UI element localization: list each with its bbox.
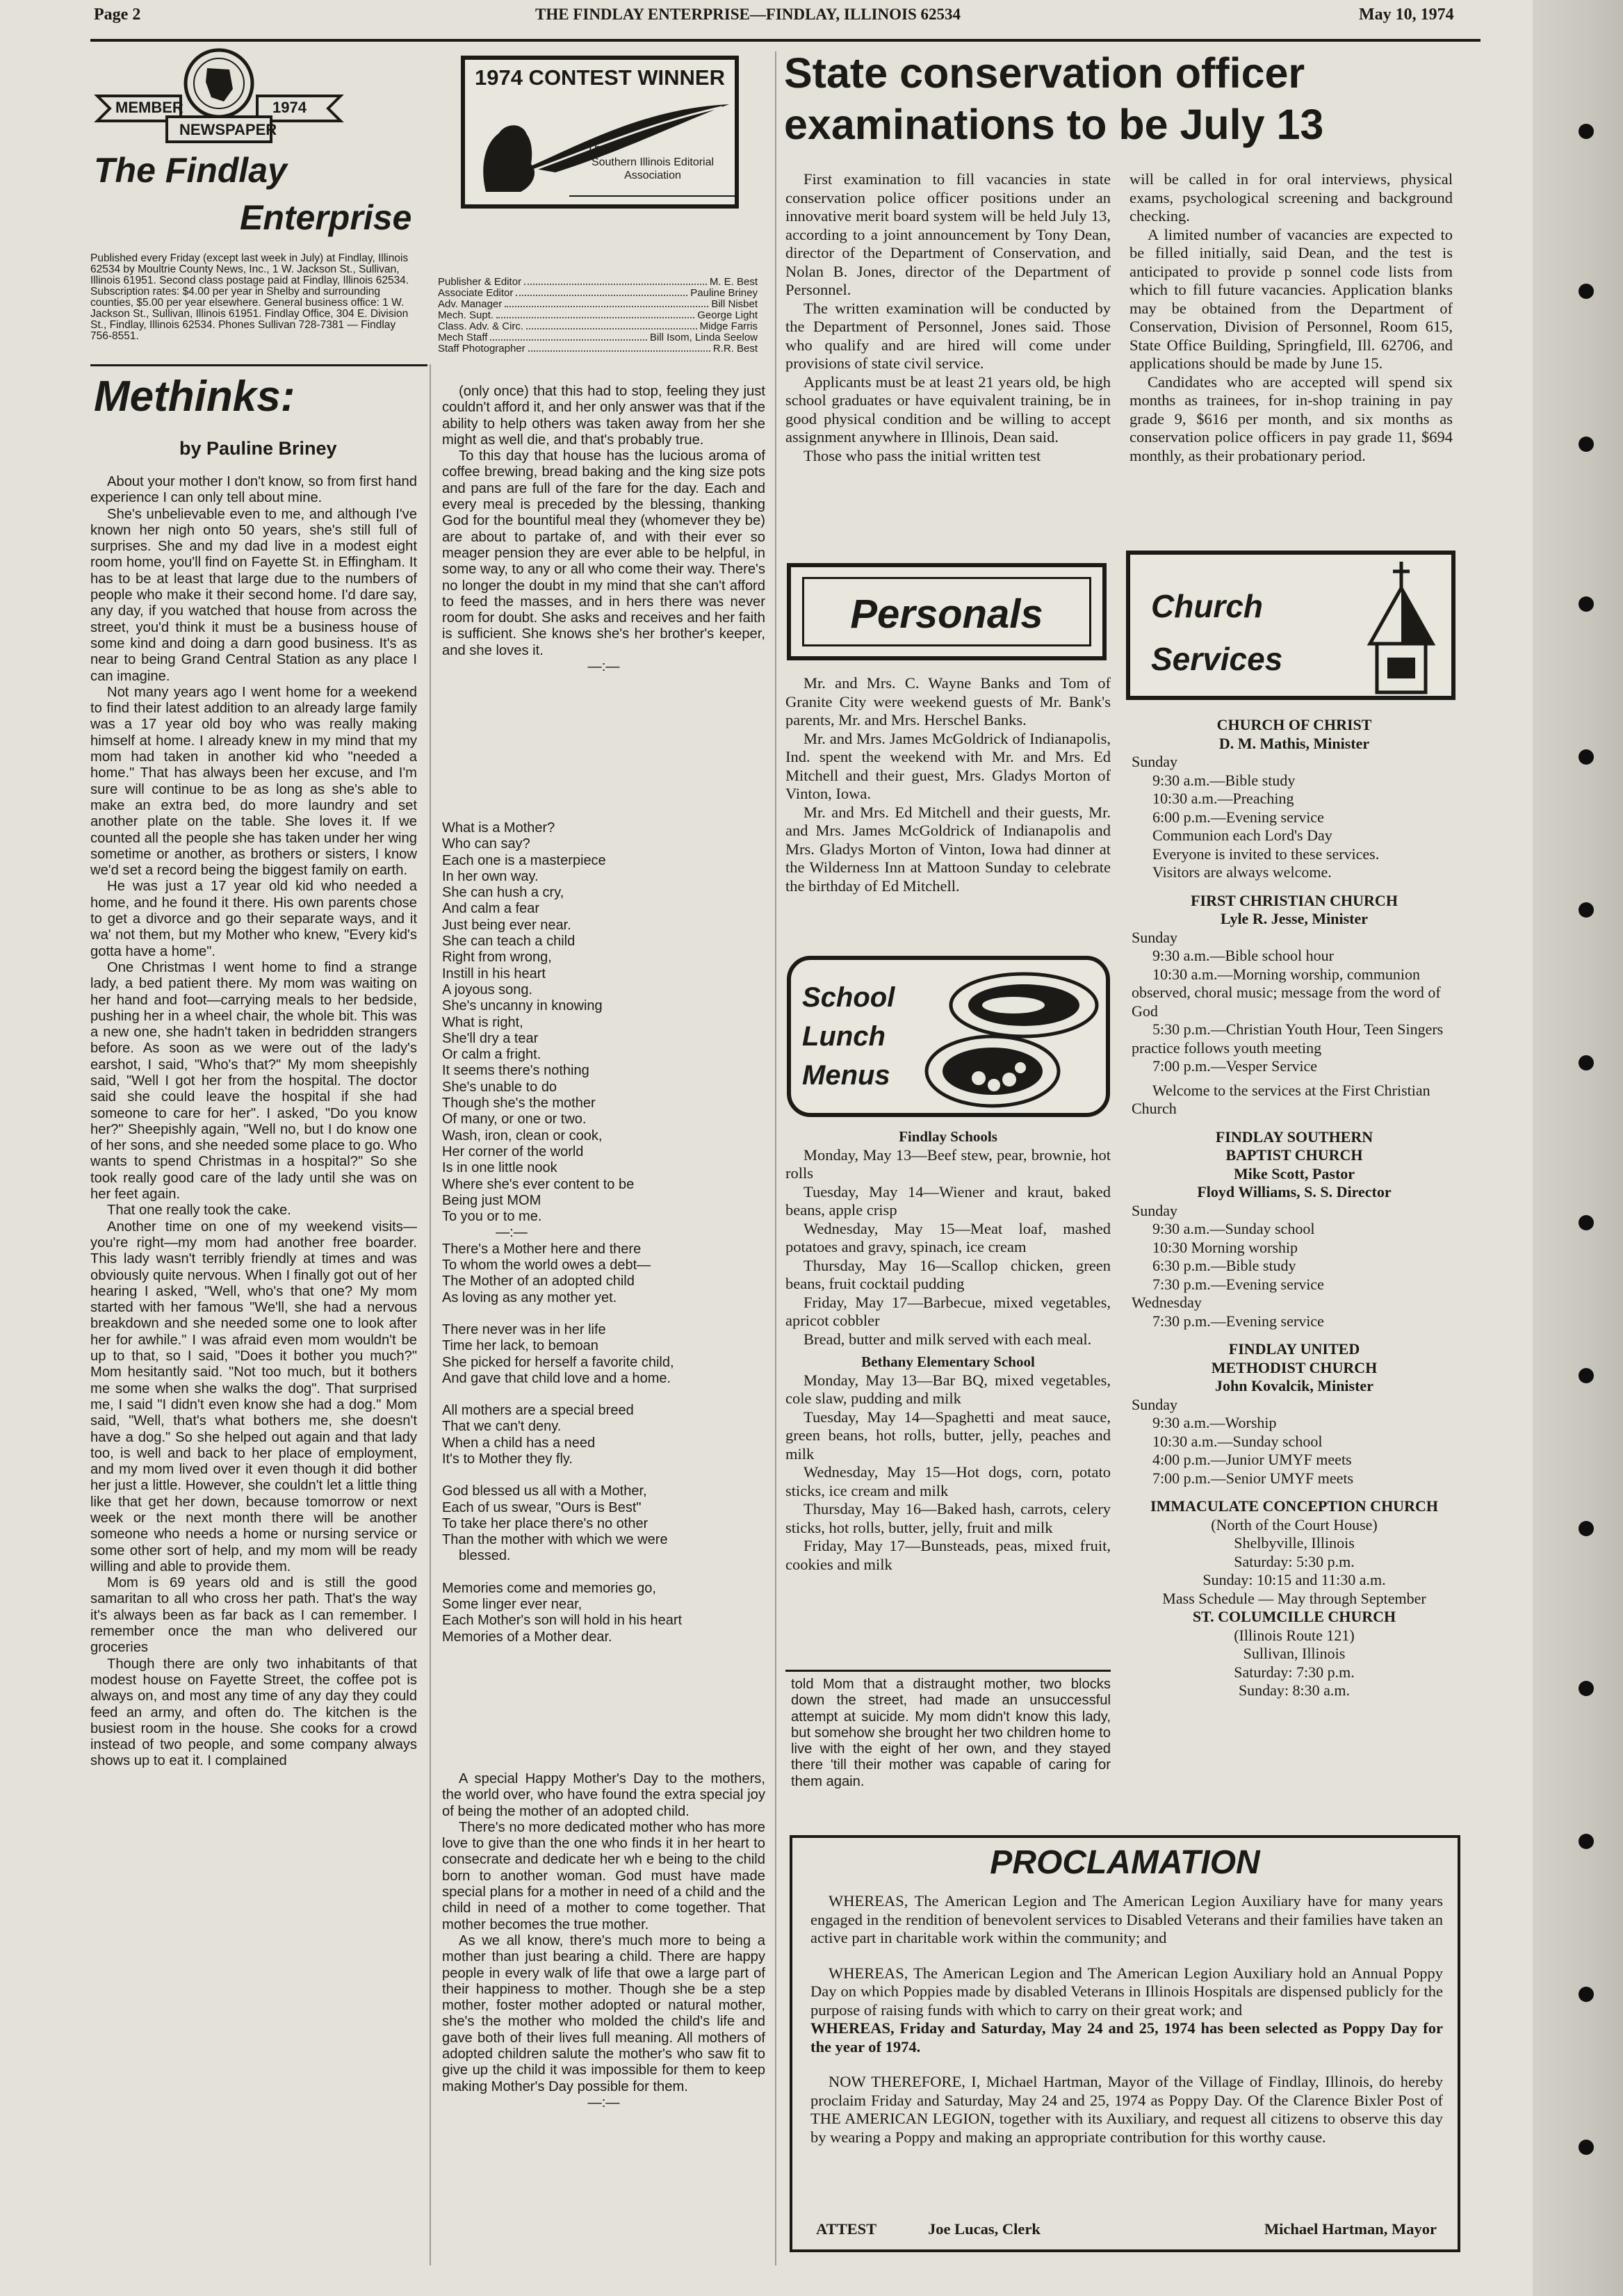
contest-title: 1974 CONTEST WINNER xyxy=(474,65,725,90)
top-rule xyxy=(90,39,1481,42)
menu-item: Monday, May 13—Bar BQ, mixed vegetables, cole slaw, pudding and milk xyxy=(785,1371,1111,1407)
issue-date: May 10, 1974 xyxy=(1359,6,1454,24)
attest-label: ATTEST xyxy=(816,2220,877,2238)
punch-hole xyxy=(1579,596,1594,612)
paragraph: The written examination will be conducted by the Department of Personnel, Jones said. Those who qualify and are hired will come under provisions of state civil service. xyxy=(785,299,1111,372)
lunch-body xyxy=(785,1127,1111,1574)
paragraph: Those who pass the initial written test xyxy=(804,446,1041,464)
staff-row: Publisher & Editor M. E. Best xyxy=(438,277,758,288)
personal-item: Mr. and Mrs. James McGoldrick of Indianapolis, Ind. spent the weekend with Mr. and Mrs. Ed Mitchell and their guest, Mrs. Gladys Morton of Vinton, Iowa. xyxy=(785,729,1111,802)
mother-poem: What is a Mother? Who can say? Each one is a masterpiece In her own way. She can hush a cry, And calm a fear Just being ever near. She can teach a child Right from wrong, Instill in his heart A joyous song. She's uncanny in knowing What is right, She'll dry a tear Or calm a fright. It seems there's nothing She's unable to do Though she's the mother Of many, or one or two. Wash, iron, clean or cook, Her corner of the world Is in one little nook Where she's ever content to be Being just MOM To you or to me. —:— There's a Mother here and there To whom the world owes a debt— The Mother of an adopted child As loving as any mother yet. There never was in her life Time her lack, to bemoan She picked for herself a favorite child, And gave that child love and a home. All mothers are a special breed That we can't deny. When a child has a need It's to Mother they fly. God blessed us all with a Mother, Each of us swear, "Ours is Best" To take her place there's no other Than the mother with which we were blessed. Memories come and memories go, Some linger ever near, Each Mother's son will hold in his heart Memories of a Mother dear. xyxy=(442,820,683,1645)
paragraph: (only once) that this had to stop, feeling they just couldn't afford it, and her only answer was that if the ability to help others was taken away from her she might as well die, and that's probably true. xyxy=(442,384,765,448)
punch-hole xyxy=(1579,1368,1594,1383)
church-name: IMMACULATE CONCEPTION CHURCH xyxy=(1150,1497,1438,1515)
personals-header-box xyxy=(787,563,1107,660)
paragraph: A limited number of vacancies are expected to be filled initially, said Dean, and the test is anticipated to provide p sonnel code lists from which to fill future vacancies. Application blanks may be obtained from the Department of Conservation, Division of Personnel, Room 615, State Office Building, Springfield, Ill. 62706, and applications should be made by June 15. xyxy=(1129,225,1453,372)
menu-item: Wednesday, May 15—Hot dogs, corn, potato sticks, ice cream and milk xyxy=(785,1463,1111,1499)
church-name: BAPTIST CHURCH xyxy=(1225,1146,1363,1164)
paragraph: Though there are only two inhabitants of that modest house on Fayette Street, the coffee pot is always on, and most any time of any day they could feed an army, and often do. The kitchen is the busiest room in the house. She cooks for a crowd instead of two people, and some company always shows up to eat it. I complained xyxy=(90,1656,417,1769)
paragraph: One Christmas I went home to find a strange lady, a bed patient there. My mom was waiting on her hand and foot—carrying meals to her bedside, pushing her in a wheel chair, the whole bit. This was a new one, she hadn't taken in bedridden strangers before. As soon as we were out of the lady's earshot, I said, "Who's that?" My mom sheepishly said, "Well I got her from the hospital. The doctor said she could leave the hospital if she had someone to care for her". I asked, "Do you know her?" Sheepishly again, "Well no, but I do know one of her sons, and she needed some place to go. Who wants to spend Christmas in a hospital?" So she took really good care of the lady until she was on her feet again. xyxy=(90,959,417,1203)
proclamation-paragraph: NOW THEREFORE, I, Michael Hartman, Mayor of the Village of Findlay, Illinois, do hereby proclaim Friday and Saturday, May 24 and 25, 1974 as Poppy Day. Of the Clarence Bixler Post of THE AMERICAN LEGION, together with its Auxiliary, and request all citizens to observe this day by wearing a Poppy and making an appropriate contribution for this worthy cause. xyxy=(810,2073,1443,2146)
punch-hole xyxy=(1579,1987,1594,2002)
menu-item: Monday, May 13—Beef stew, pear, brownie, hot rolls xyxy=(785,1146,1111,1182)
conservation-col-a xyxy=(785,170,1111,465)
column-divider xyxy=(430,364,431,2265)
church-listings: CHURCH OF CHRIST D. M. Mathis, Minister Sunday 9:30 a.m.—Bible study 10:30 a.m.—Preaching 6:00 p.m.—Evening service Communion each Lord's Day Everyone is invited to these services. Visitors are always welcome. FIRST CHRISTIAN CHURCH Lyle R. Jesse, Minister Sunday 9:30 a.m.—Bible school hour 10:30 a.m.—Morning worship, communion observed, choral music; message from the word of God 5:30 p.m.—Christian Youth Hour, Teen Singers practice follows youth meeting 7:00 p.m.—Vesper Service Welcome to the services at the First Christian Church FINDLAY SOUTHERN BAPTIST CHURCH Mike Scott, Pastor Floyd Williams, S. S. Director Sunday 9:30 a.m.—Sunday school 10:30 Morning worship 6:30 p.m.—Bible study 7:30 p.m.—Evening service Wednesday 7:30 p.m.—Evening service FINDLAY UNITED METHODIST CHURCH John Kovalcik, Minister Sunday 9:30 a.m.—Worship 10:30 a.m.—Sunday school 4:00 p.m.—Junior UMYF meets 7:00 p.m.—Senior UMYF meets IMMACULATE CONCEPTION CHURCH (North of the Court House) Shelbyville, Illinois Saturday: 5:30 p.m. Sunday: 10:15 and 11:30 a.m. Mass Schedule — May through September ST. COLUMCILLE CHURCH (Illinois Route 121) Sullivan, Illinois Saturday: 7:30 p.m. Sunday: 8:30 a.m. xyxy=(1132,716,1457,1700)
section-divider: —:— xyxy=(587,659,620,675)
church-director: Floyd Williams, S. S. Director xyxy=(1197,1183,1392,1200)
church-name: CHURCH OF CHRIST xyxy=(1216,716,1372,733)
proclamation-paragraph: WHEREAS, Friday and Saturday, May 24 and 25, 1974 has been selected as Poppy Day for the year of 1974. xyxy=(810,2019,1443,2055)
column-title: Methinks: xyxy=(94,373,295,421)
badge-member: MEMBER xyxy=(115,99,183,116)
paragraph: Mom is 69 years old and is still the good samaritan to all who cross her path. That's the way it's always been as far back as I can remember. I remember once the man who delivered our groceries xyxy=(90,1575,417,1656)
church-minister: Mike Scott, Pastor xyxy=(1233,1164,1355,1182)
punch-hole xyxy=(1579,1834,1594,1849)
paragraph: Applicants must be at least 21 years old, be high school graduates or have equivalent training, be in good physical condition and be willing to accept assignment anywhere in Illinois, Dean said. xyxy=(785,373,1111,446)
page-edge xyxy=(1533,0,1623,2296)
paragraph: will be called in for oral interviews, physical exams, psychological screening and background checking. xyxy=(1129,170,1453,225)
punch-hole xyxy=(1579,749,1594,765)
paragraph: To this day that house has the lucious aroma of coffee brewing, bread baking and the king size pots and pans are full of the fare for the day. Each and every meal is preceded by the blessing, thanking God for the bountiful meal they (whomever they be) are about to partake of, and with their ever so meager pension they are ever able to be helpful, in some way, to any or all who come their way. There's no longer the doubt in my mind that she can't afford to feed the masses, and in hers there was never room for doubt. She asks and receives and her faith is sufficient. She knows she's her brother's keeper, and she loves it. xyxy=(442,448,765,658)
church-header-box xyxy=(1126,551,1455,700)
punch-hole xyxy=(1579,124,1594,139)
personal-item: Mr. and Mrs. Ed Mitchell and their guests, Mr. and Mrs. James McGoldrick of Indianapolis and Mrs. Gladys Morton of Vinton, Iowa had dinner at the Wilderness Inn at Mattoon Sunday to celebrate the birthday of Ed Mitchell. xyxy=(785,803,1111,895)
staff-row: Mech Staff Bill Isom, Linda Seelow xyxy=(438,332,758,343)
conservation-col-b xyxy=(1129,170,1453,465)
church-name: FINDLAY SOUTHERN xyxy=(1215,1127,1373,1146)
punch-hole xyxy=(1579,2140,1594,2155)
food-plates-icon xyxy=(923,967,1104,1113)
punch-hole xyxy=(1579,1521,1594,1536)
paragraph: That one really took the cake. xyxy=(107,1203,291,1219)
lunch-section-head: Findlay Schools xyxy=(899,1128,997,1145)
paragraph: Another time on one of my weekend visits—you're right—my mom had another free boarder. This lady wasn't terribly friendly at times and was obviously quite nervous. When I finally got out of her hearing I asked, "Well, who's that one? My mom started with her famous "We'll, she had a nervous breakdown and she needed some one to look after her for awhile." I was afraid even mom wouldn't be up to that, so I said, "Does it bother you much?" Mom hesitantly said. "Not too much, but it bothers me some when she walks the dog". That surprised me, I said "I didn't even know she had a dog." Mom said, "Well, that's what bothers me, she doesn't have a dog." So she helped out again and that lady too, is well and back to her place of employment, and my mom lived over it even though it did bother her just a little. However, she couldn't let a little thing like that get her down, because tomorrow or next week or the next month there will be another someone who needs a home or nursing service or some other sort of help, and my mom will be ready willing and able to provide them. xyxy=(90,1219,417,1574)
menu-item: Friday, May 17—Bunsteads, peas, mixed fruit, cookies and milk xyxy=(785,1537,1111,1573)
paragraph: About your mother I don't know, so from first hand experience I can only tell about mine. xyxy=(90,474,417,506)
paragraph: As we all know, there's much more to being a mother than just bearing a child. There are happy people in every walk of life that owe a large part of their happiness to mother. Though she be a step mother, foster mother adopted or natural mother, she's the mother who molded the child's life and gave both of their lives full meaning. All mothers of adopted children salute the mother's who saw fit to give up the child it was impossible for them to keep making Mother's Day possible for them. xyxy=(442,1932,765,2094)
paper-title-line1: The Findlay xyxy=(94,151,287,190)
section-divider: —:— xyxy=(587,2094,620,2110)
badge-year: 1974 xyxy=(272,99,307,116)
menu-item: Friday, May 17—Barbecue, mixed vegetables, apricot cobbler xyxy=(785,1293,1111,1329)
paper-title-line2: Enterprise xyxy=(240,198,412,237)
punch-hole xyxy=(1579,1055,1594,1070)
paragraph: First examination to fill vacancies in state conservation police officer positions under an innovative merit board system will be held July 13, according to a joint announcement by Tony Dean, director of the Department of Conservation, and Nolan B. Jones, director of the Department of Personnel. xyxy=(785,170,1111,298)
punch-hole xyxy=(1579,902,1594,918)
conservation-headline: State conservation officer examinations to be July 13 xyxy=(784,49,1324,148)
paragraph: Not many years ago I went home for a weekend to find their latest addition to an already large family was a 17 year old boy who was really making himself at home. I already knew in my mind that my mom had taken in another kid who "needed a home." That has always been her excuse, and I'm sure will continue to be as long as she's able to make an extra bed, do more laundry and set another plate on the table. She loves it. If we counted all the people she has taken under her wing sometime or another, as brothers or sisters, I know we'd set a record being the biggest family on earth. xyxy=(90,684,417,879)
staff-box xyxy=(438,277,758,355)
proclamation-title: PROCLAMATION xyxy=(990,1844,1260,1881)
section-rule xyxy=(785,1670,1111,1672)
methinks-continued xyxy=(791,1677,1111,1790)
staff-row: Adv. Manager Bill Nisbet xyxy=(438,299,758,310)
contest-org: Southern Illinois Editorial Association xyxy=(591,156,715,181)
menu-item: Tuesday, May 14—Wiener and kraut, baked beans, apple crisp xyxy=(785,1182,1111,1219)
clerk-signature: Joe Lucas, Clerk xyxy=(928,2220,1041,2238)
paragraph: told Mom that a distraught mother, two blocks down the street, had made an unsuccessful attempt at suicide. My mom didn't know this lady, but somehow she brought her two children home to live with the eight of her own, and they stayed there 'till their mother was capable of caring for them again. xyxy=(791,1677,1111,1789)
menu-item: Thursday, May 16—Scallop chicken, green beans, fruit cocktail pudding xyxy=(785,1256,1111,1292)
contest-the: The xyxy=(587,142,607,155)
church-title: Church Services xyxy=(1151,588,1283,677)
press-association-badge xyxy=(90,47,348,145)
punch-hole xyxy=(1579,284,1594,299)
publication-info: Published every Friday (except last week in July) at Findlay, Illinois 62534 by Moultrie County News, Inc., 1 W. Jackson St., Sullivan, Illinois 61951. Second class postage paid at Findlay, Illinois 62534. Subscription rates: $4.00 per year in Shelby and surrounding counties, $5.00 per year elsewhere. General business office: 1 W. Jackson St., Sullivan, Illinois 61951. Findlay Office, 304 E. Division St., Findlay, Illinois 62534. Phones Sullivan 728-7381 — Findlay 756-8551. xyxy=(90,252,409,342)
lunch-title: School Lunch Menus xyxy=(802,982,895,1091)
personals-title: Personals xyxy=(850,592,1043,637)
column-divider xyxy=(775,51,776,2265)
badge-org xyxy=(111,0,122,1)
menu-item: Thursday, May 16—Baked hash, carrots, celery sticks, hot rolls, butter, jelly, fruit and milk xyxy=(785,1500,1111,1536)
punch-hole xyxy=(1579,1215,1594,1230)
paragraph: There's no more dedicated mother who has more love to give than the one who finds it in her heart to consecrate and dedicate her wh e being to the child born to another woman. God must have made special plans for a mother in need of a child and the child in need of a mother to come together. That mother becomes the true mother. xyxy=(442,1819,765,1932)
paragraph: A special Happy Mother's Day to the mothers, the world over, who have found the extra special joy of being the mother of an adopted child. xyxy=(442,1771,765,1819)
folio-masthead: THE FINDLAY ENTERPRISE—FINDLAY, ILLINOIS 62534 xyxy=(535,6,961,23)
mayor-signature: Michael Hartman, Mayor xyxy=(1264,2220,1437,2238)
lunch-header-box xyxy=(787,956,1110,1117)
proclamation-paragraph: WHEREAS, The American Legion and The American Legion Auxiliary hold an Annual Poppy Day on which Poppies made by disabled Veterans in Illinois Hospitals are dispensed publicly for the purpose of raising funds with which to carry on their great work; and xyxy=(810,1964,1443,2019)
menu-item: Tuesday, May 14—Spaghetti and meat sauce, green beans, hot rolls, butter, jelly, peaches and milk xyxy=(785,1408,1111,1463)
paragraph: She's unbelievable even to me, and although I've known her nigh onto 50 years, she's still full of surprises. She and my dad live in a modest eight room home, you'll find on Fayette St. in Effingham. It has to be at least that large due to the numbers of people who make it their second home. I'd dare say, any day, if you watched that house from across the street, you'd think it must be a business house of some kind and doing a darn good business. It's as near to being Grand Central Station as any place I can imagine. xyxy=(90,506,417,684)
proclamation-paragraph: WHEREAS, The American Legion and The American Legion Auxiliary have for many years engaged in the rendition of benevolent services to Disabled Veterans and their families have taken an active part in charitable work within the community; and xyxy=(810,1892,1443,1946)
church-minister: Lyle R. Jesse, Minister xyxy=(1220,910,1369,927)
methinks-col2-bottom xyxy=(442,1771,765,2111)
page-number: Page 2 xyxy=(94,6,141,24)
badge-kind: NEWSPAPER xyxy=(179,121,277,138)
paragraph: He was just a 17 year old kid who needed a home, and he found it there. His own parents chose to get a divorce and go their separate ways, and it wa' not them, but my Mother who knew, "Every kid's gotta have a home". xyxy=(90,879,417,959)
church-name: METHODIST CHURCH xyxy=(1211,1358,1378,1376)
church-name: FINDLAY UNITED xyxy=(1228,1340,1360,1358)
column-byline: by Pauline Briney xyxy=(179,438,337,459)
church-minister: D. M. Mathis, Minister xyxy=(1218,734,1370,752)
column-rule xyxy=(90,364,427,366)
menu-item: Wednesday, May 15—Meat loaf, mashed potatoes and gravy, spinach, ice cream xyxy=(785,1219,1111,1255)
church-steeple-icon xyxy=(1360,560,1443,696)
church-minister: John Kovalcik, Minister xyxy=(1215,1377,1373,1394)
staff-row: Associate Editor Pauline Briney xyxy=(438,288,758,299)
punch-hole xyxy=(1579,1681,1594,1696)
staff-row: Mech. Supt. George Light xyxy=(438,310,758,321)
personal-item: Mr. and Mrs. C. Wayne Banks and Tom of Granite City were weekend guests of Mr. Bank's parents, Mr. and Mrs. Herschel Banks. xyxy=(785,674,1111,728)
proclamation-box xyxy=(790,1835,1460,2252)
contest-winner-box xyxy=(461,56,739,209)
methinks-col2-top xyxy=(442,384,765,675)
menu-item: Bread, butter and milk served with each meal. xyxy=(804,1330,1092,1348)
personals-body xyxy=(785,674,1111,895)
church-name: FIRST CHRISTIAN CHURCH xyxy=(1191,891,1398,909)
punch-hole xyxy=(1579,437,1594,452)
proclamation-body xyxy=(810,1892,1443,2147)
staff-row: Staff Photographer R.R. Best xyxy=(438,343,758,355)
paragraph: Candidates who are accepted will spend six months as trainees, for in-shop training in pay grade 9, $616 per month, and six months as conservation police officers in pay grade 11, $694 monthly, as their probationary period. xyxy=(1129,373,1453,464)
staff-row: Class. Adv. & Circ. Midge Farris xyxy=(438,321,758,332)
church-name: ST. COLUMCILLE CHURCH xyxy=(1192,1608,1396,1625)
lunch-section-head: Bethany Elementary School xyxy=(861,1353,1035,1370)
methinks-col1 xyxy=(90,474,417,1770)
